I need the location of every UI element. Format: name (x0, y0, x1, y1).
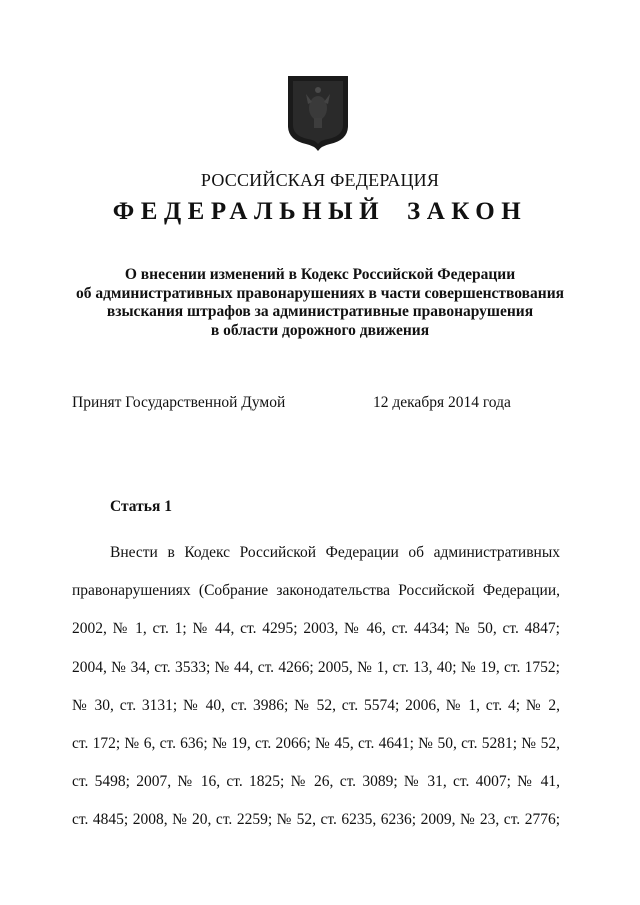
law-title-line: об административных правонарушениях в части совершенствования (75, 284, 565, 302)
article-text-line: ст. 4845; 2008, № 20, ст. 2259; № 52, ст. 6235, 6236; 2009, № 23, ст. 2776; (72, 811, 560, 829)
adopted-by: Принят Государственной Думой (72, 394, 286, 411)
article-text-line: 2002, № 1, ст. 1; № 44, ст. 4295; 2003, № 46, ст. 4434; № 50, ст. 4847; (72, 620, 560, 638)
document-type (0, 198, 640, 226)
article-text-line: 2004, № 34, ст. 3533; № 44, ст. 4266; 2005, № 1, ст. 13, 40; № 19, ст. 1752; (72, 658, 560, 676)
article-body (72, 534, 560, 840)
state-emblem-icon (286, 74, 350, 152)
article-text-line: ст. 172; № 6, ст. 636; № 19, ст. 2066; № 45, ст. 4641; № 50, ст. 5281; № 52, (72, 734, 560, 752)
law-title (0, 266, 640, 340)
article-text-line: правонарушениях (Собрание законодательства Российской Федерации, (72, 582, 560, 600)
law-title-line: взыскания штрафов за административные правонарушения (106, 303, 534, 320)
law-title-line: в области дорожного движения (210, 321, 430, 339)
article-text-line: Внести в Кодекс Российской Федерации об административных (110, 544, 560, 561)
document-type-word-1: ФЕДЕРАЛЬНЫЙ (112, 198, 386, 225)
document-type-word-2: ЗАКОН (407, 198, 528, 225)
article-text-line: ст. 5498; 2007, № 16, ст. 1825; № 26, ст. 3089; № 31, ст. 4007; № 41, (72, 773, 560, 791)
article-text-line: № 30, ст. 3131; № 40, ст. 3986; № 52, ст. 5574; 2006, № 1, ст. 4; № 2, (72, 696, 560, 714)
adoption-date: 12 декабря 2014 года (373, 394, 511, 411)
article-heading: Статья 1 (110, 498, 172, 515)
law-title-line: О внесении изменений в Кодекс Российской Федерации (124, 266, 516, 283)
country-name: РОССИЙСКАЯ ФЕДЕРАЦИЯ (200, 170, 440, 190)
